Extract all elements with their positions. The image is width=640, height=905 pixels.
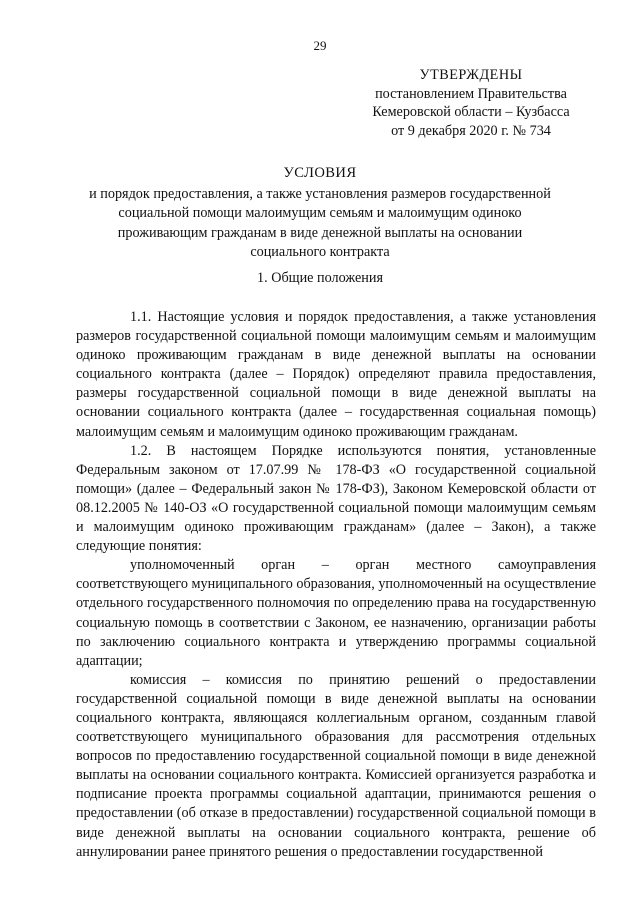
paragraph-1-1: 1.1. Настоящие условия и порядок предоставления, а также установления размеров государственной социальной помощи малоимущим семьям и малоимущим одиноко проживающим гражданам в виде денежной выплаты на основании социального контракта (далее – Порядок) определяют правила предоставления, размеры государственной социальной помощи в виде денежной выплаты на основании социального контракта (далее – государственная социальная помощь) малоимущим семьям и малоимущим одиноко проживающим гражданам. (76, 309, 596, 440)
title-heading: УСЛОВИЯ (283, 165, 357, 181)
title-line: социальной помощи малоимущим семьям и малоимущим одиноко (118, 205, 522, 221)
approval-line: постановлением Правительства (375, 85, 567, 102)
approval-line: Кемеровской области – Кузбасса (372, 104, 570, 120)
definition-commission: комиссия – комиссия по принятию решений о предоставлении государственной социальной помощи в виде денежной выплаты на основании социального контракта, являющаяся коллегиальным органом, созданным главой соответствующего муниципального образования для рассмотрения отдельных вопросов по предоставлению государственной социальной помощи в виде денежной выплаты на основании социального контракта. Комиссией организуется разработка и подписание проекта программы социальной адаптации, принимаются решения о предоставлении (об отказе в предоставлении) государственной социальной помощи в виде денежной выплаты на основании социального контракта, решение об аннулировании ранее принятого решения о предоставлении государственной (76, 671, 596, 860)
title-line: и порядок предоставления, а также установления размеров государственной (89, 185, 551, 202)
approval-line: от 9 декабря 2020 г. № 734 (391, 122, 551, 139)
title-line: социального контракта (250, 244, 390, 260)
body-text (76, 308, 596, 862)
document-title (60, 164, 580, 263)
approval-heading: УТВЕРЖДЕНЫ (419, 67, 523, 83)
title-line: проживающим гражданам в виде денежной выплаты на основании (117, 224, 523, 241)
section-heading: 1. Общие положения (257, 270, 383, 286)
approval-block (356, 66, 586, 140)
paragraph-1-2: 1.2. В настоящем Порядке используются понятия, установленные Федеральным законом от 17.07.99 № 178-ФЗ «О государственной социальной помощи» (далее – Федеральный закон № 178-ФЗ), Законом Кемеровской области от 08.12.2005 № 140-ОЗ «О государственной социальной помощи малоимущим семьям и малоимущим одиноко проживающим гражданам» (далее – Закон), а также следующие понятия: (76, 442, 596, 555)
page-number: 29 (313, 38, 327, 53)
definition-authorized-body: уполномоченный орган – орган местного самоуправления соответствующего муниципального образования, уполномоченный на осуществление отдельного государственного полномочия по определению права на государственную социальную помощь в соответствии с Законом, ее назначению, организации работы по заключению социального контракта и утверждению программы социальной адаптации; (76, 557, 596, 669)
